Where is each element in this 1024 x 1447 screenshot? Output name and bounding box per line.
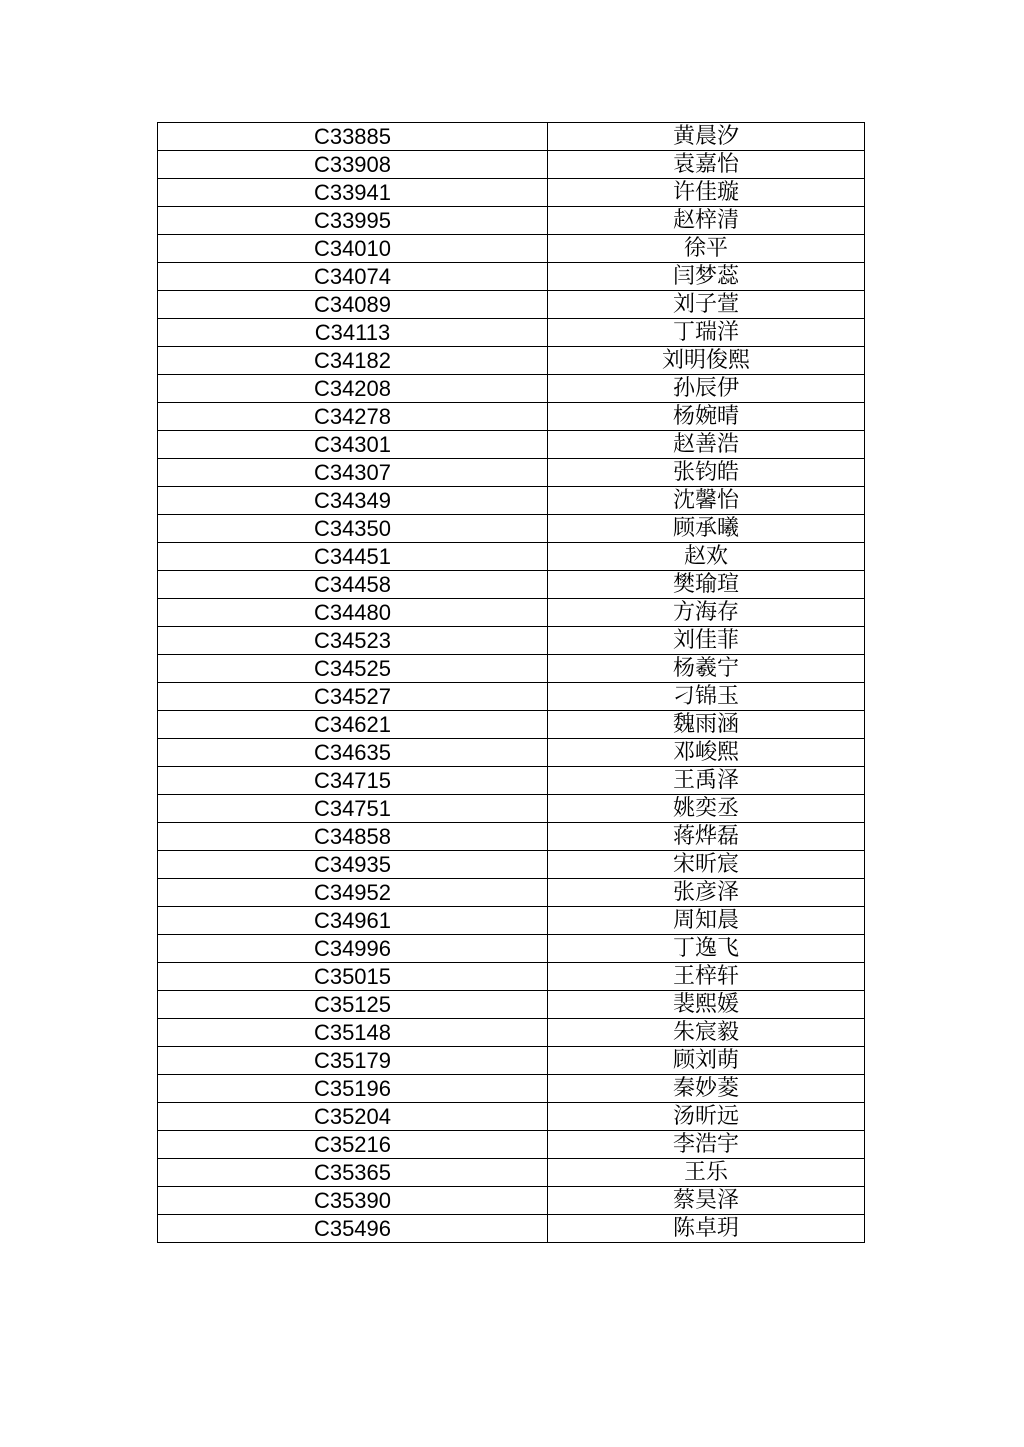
student-id-cell: C34010 <box>158 235 548 263</box>
student-name-cell: 顾承曦 <box>548 515 865 543</box>
student-id-cell: C34074 <box>158 263 548 291</box>
student-id-cell: C34952 <box>158 879 548 907</box>
table-row <box>158 1103 865 1131</box>
table-row <box>158 1131 865 1159</box>
student-name-cell: 魏雨涵 <box>548 711 865 739</box>
student-name-cell: 刘佳菲 <box>548 627 865 655</box>
table-row <box>158 767 865 795</box>
table-row <box>158 571 865 599</box>
student-id-cell: C35196 <box>158 1075 548 1103</box>
table-row <box>158 431 865 459</box>
student-id-cell: C33941 <box>158 179 548 207</box>
student-name-cell: 闫梦蕊 <box>548 263 865 291</box>
student-id-cell: C34525 <box>158 655 548 683</box>
student-id-cell: C35204 <box>158 1103 548 1131</box>
student-name-cell: 朱宸毅 <box>548 1019 865 1047</box>
student-id-cell: C35365 <box>158 1159 548 1187</box>
student-name-cell: 孙辰伊 <box>548 375 865 403</box>
table-row <box>158 543 865 571</box>
table-row <box>158 1075 865 1103</box>
student-name-cell: 许佳璇 <box>548 179 865 207</box>
table-row <box>158 711 865 739</box>
table-row <box>158 1159 865 1187</box>
student-id-cell: C34523 <box>158 627 548 655</box>
table-row <box>158 403 865 431</box>
student-id-cell: C33885 <box>158 123 548 151</box>
student-name-cell: 刁锦玉 <box>548 683 865 711</box>
student-name-cell: 裴熙媛 <box>548 991 865 1019</box>
student-id-cell: C34113 <box>158 319 548 347</box>
student-name-cell: 杨婉晴 <box>548 403 865 431</box>
roster-table <box>157 122 865 1243</box>
student-id-cell: C33908 <box>158 151 548 179</box>
table-row <box>158 235 865 263</box>
table-row <box>158 487 865 515</box>
table-row <box>158 347 865 375</box>
student-id-cell: C34961 <box>158 907 548 935</box>
table-row <box>158 627 865 655</box>
student-id-cell: C35496 <box>158 1215 548 1243</box>
table-row <box>158 151 865 179</box>
table-row <box>158 1019 865 1047</box>
table-row <box>158 935 865 963</box>
table-row <box>158 291 865 319</box>
table-row <box>158 963 865 991</box>
student-id-cell: C34208 <box>158 375 548 403</box>
student-id-cell: C34307 <box>158 459 548 487</box>
student-id-cell: C34458 <box>158 571 548 599</box>
student-name-cell: 方海存 <box>548 599 865 627</box>
table-row <box>158 459 865 487</box>
table-row <box>158 1187 865 1215</box>
student-name-cell: 杨羲宁 <box>548 655 865 683</box>
student-name-cell: 赵善浩 <box>548 431 865 459</box>
student-name-cell: 张钧皓 <box>548 459 865 487</box>
table-row <box>158 375 865 403</box>
student-name-cell: 邓峻熙 <box>548 739 865 767</box>
student-name-cell: 蔡昊泽 <box>548 1187 865 1215</box>
table-row <box>158 795 865 823</box>
student-id-cell: C35216 <box>158 1131 548 1159</box>
student-name-cell: 顾刘萌 <box>548 1047 865 1075</box>
student-id-cell: C34621 <box>158 711 548 739</box>
student-name-cell: 刘子萱 <box>548 291 865 319</box>
student-id-cell: C34635 <box>158 739 548 767</box>
student-id-cell: C34935 <box>158 851 548 879</box>
table-row <box>158 739 865 767</box>
student-id-cell: C34715 <box>158 767 548 795</box>
student-name-cell: 秦妙菱 <box>548 1075 865 1103</box>
table-row <box>158 515 865 543</box>
student-id-cell: C35179 <box>158 1047 548 1075</box>
table-row <box>158 207 865 235</box>
student-name-cell: 姚奕丞 <box>548 795 865 823</box>
table-row <box>158 879 865 907</box>
student-name-cell: 汤昕远 <box>548 1103 865 1131</box>
student-id-cell: C34350 <box>158 515 548 543</box>
student-name-cell: 蒋烨磊 <box>548 823 865 851</box>
table-row <box>158 123 865 151</box>
student-id-cell: C35015 <box>158 963 548 991</box>
student-name-cell: 刘明俊熙 <box>548 347 865 375</box>
student-id-cell: C35148 <box>158 1019 548 1047</box>
table-row <box>158 599 865 627</box>
student-name-cell: 黄晨汐 <box>548 123 865 151</box>
student-name-cell: 王梓轩 <box>548 963 865 991</box>
student-id-cell: C34858 <box>158 823 548 851</box>
table-row <box>158 683 865 711</box>
student-id-cell: C34996 <box>158 935 548 963</box>
student-id-cell: C34451 <box>158 543 548 571</box>
student-id-cell: C34480 <box>158 599 548 627</box>
student-name-cell: 周知晨 <box>548 907 865 935</box>
student-id-cell: C34278 <box>158 403 548 431</box>
student-name-cell: 袁嘉怡 <box>548 151 865 179</box>
student-id-cell: C34751 <box>158 795 548 823</box>
student-id-cell: C35125 <box>158 991 548 1019</box>
student-name-cell: 丁瑞洋 <box>548 319 865 347</box>
student-id-cell: C34349 <box>158 487 548 515</box>
table-row <box>158 851 865 879</box>
table-row <box>158 823 865 851</box>
student-name-cell: 赵梓清 <box>548 207 865 235</box>
student-name-cell: 赵欢 <box>548 543 865 571</box>
student-id-cell: C34527 <box>158 683 548 711</box>
table-row <box>158 655 865 683</box>
table-row <box>158 1215 865 1243</box>
student-name-cell: 李浩宇 <box>548 1131 865 1159</box>
student-id-cell: C33995 <box>158 207 548 235</box>
student-id-cell: C35390 <box>158 1187 548 1215</box>
table-row <box>158 263 865 291</box>
roster-table-body <box>158 123 865 1243</box>
student-name-cell: 徐平 <box>548 235 865 263</box>
table-row <box>158 907 865 935</box>
student-id-cell: C34182 <box>158 347 548 375</box>
student-id-cell: C34089 <box>158 291 548 319</box>
student-name-cell: 沈馨怡 <box>548 487 865 515</box>
table-row <box>158 1047 865 1075</box>
student-id-cell: C34301 <box>158 431 548 459</box>
student-name-cell: 王禹泽 <box>548 767 865 795</box>
student-name-cell: 樊瑜瑄 <box>548 571 865 599</box>
table-row <box>158 179 865 207</box>
student-name-cell: 张彦泽 <box>548 879 865 907</box>
student-name-cell: 陈卓玥 <box>548 1215 865 1243</box>
student-name-cell: 王乐 <box>548 1159 865 1187</box>
student-name-cell: 宋昕宸 <box>548 851 865 879</box>
student-name-cell: 丁逸飞 <box>548 935 865 963</box>
table-row <box>158 319 865 347</box>
table-row <box>158 991 865 1019</box>
